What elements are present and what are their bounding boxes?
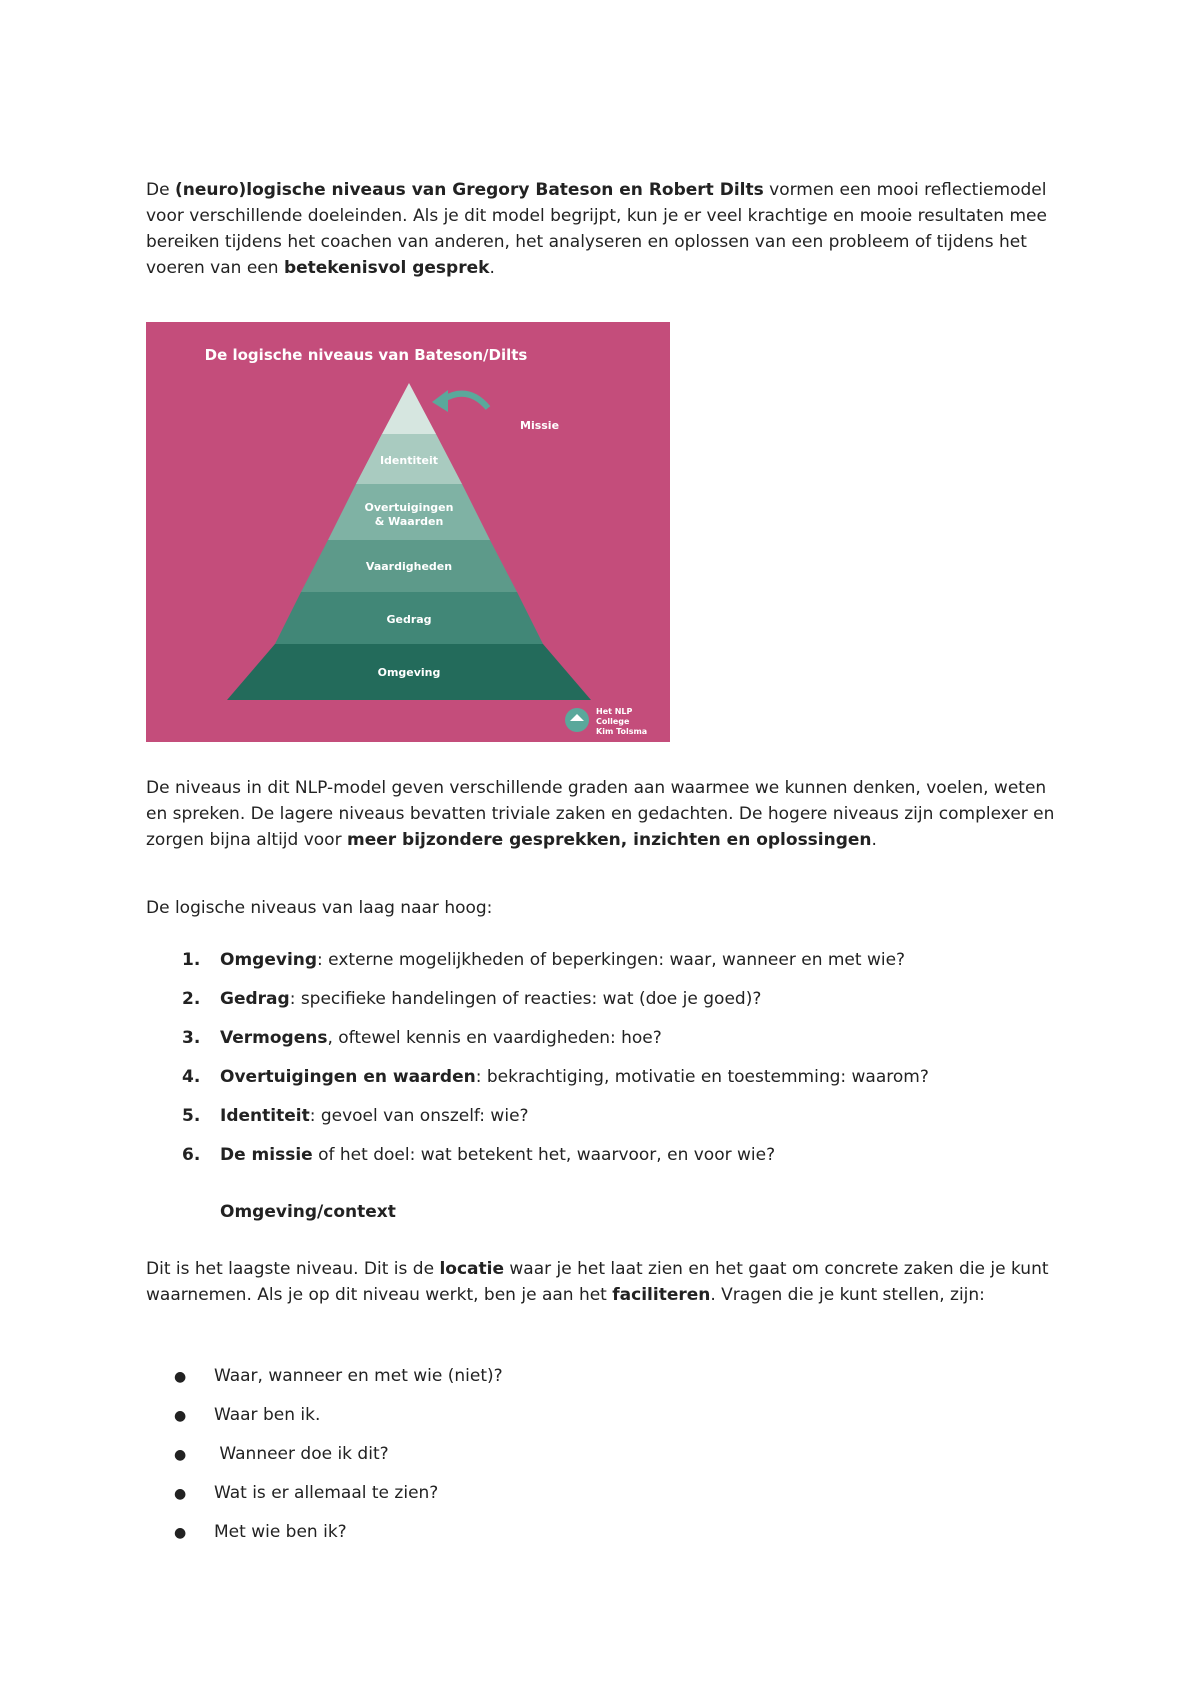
pyramid-image: [146, 322, 670, 742]
list-item-text: , oftewel kennis en vaardigheden: hoe?: [327, 1028, 662, 1048]
list-item-text: : bekrachtiging, motivatie en toestemming: waarom?: [475, 1067, 929, 1087]
bullet-item: [174, 1405, 320, 1425]
logical-levels-figure: [146, 322, 670, 742]
label-missie: Missie: [520, 419, 560, 432]
para3-bold-2: faciliteren: [612, 1285, 711, 1305]
label-overtuigingen: Overtuigingen: [364, 501, 454, 514]
bullet-icon: ●: [174, 1486, 187, 1502]
bullet-item: [174, 1366, 503, 1386]
bullet-icon: ●: [174, 1408, 187, 1424]
list-number: 3.: [182, 1028, 201, 1048]
list-item-bold: Overtuigingen en waarden: [220, 1067, 476, 1087]
list-item-bold: De missie: [220, 1145, 313, 1165]
list-item: [182, 989, 761, 1009]
list-item-text: : gevoel van onszelf: wie?: [309, 1106, 529, 1126]
list-item-bold: Gedrag: [220, 989, 290, 1009]
bullet-item: [174, 1444, 389, 1464]
list-number: 6.: [182, 1145, 201, 1165]
intro-bold-2: betekenisvol gesprek: [283, 258, 490, 278]
list-item-bold: Identiteit: [220, 1106, 310, 1126]
list-number: 2.: [182, 989, 201, 1009]
logo-line-1: Het NLP: [596, 707, 633, 716]
logo-line-2: College: [596, 717, 630, 726]
label-vaardigheden: Vaardigheden: [365, 560, 453, 573]
list-number: 1.: [182, 950, 201, 970]
para3-bold-1: locatie: [439, 1259, 504, 1279]
label-gedrag: Gedrag: [386, 613, 432, 626]
levels-paragraph: [146, 775, 1066, 853]
para3-text-2: waar je het laat zien en het gaat om concrete zaken die je kunt waarnemen. Als je op dit niveau werkt, ben je aan het: [146, 1259, 1049, 1305]
bullet-icon: ●: [174, 1447, 187, 1463]
list-item: [182, 1106, 529, 1126]
label-omgeving: Omgeving: [377, 666, 441, 679]
list-number: 4.: [182, 1067, 201, 1087]
figure-title: De logische niveaus van Bateson/Dilts: [204, 346, 528, 364]
bullet-item: [174, 1483, 438, 1503]
bullet-item: [174, 1522, 347, 1542]
intro-paragraph: [146, 177, 1066, 281]
list-item-bold: Omgeving: [220, 950, 318, 970]
bullet-text: Waar, wanneer en met wie (niet)?: [214, 1366, 503, 1386]
list-item-text: : externe mogelijkheden of beperkingen: waar, wanneer en met wie?: [317, 950, 906, 970]
bullet-icon: ●: [174, 1525, 187, 1541]
label-identiteit: Identiteit: [379, 454, 439, 467]
list-item-text: of het doel: wat betekent het, waarvoor, en voor wie?: [312, 1145, 776, 1165]
para2-text-1: De niveaus in dit NLP-model geven verschillende graden aan waarmee we kunnen denken, voelen, weten en spreken. De lagere niveaus bevatten triviale zaken en gedachten. De hogere niveaus zijn complexer en zorgen bijna altijd voor: [146, 778, 1055, 850]
intro-text-2: vormen een mooi reflectiemodel voor verschillende doeleinden. Als je dit model begrijpt, kun je er veel krachtige en mooie resultaten mee bereiken tijdens het coachen van anderen, het analyseren en oplossen van een probleem of tijdens het voeren van een: [146, 180, 1047, 278]
para2-text-2: .: [871, 830, 877, 850]
intro-bold-1: (neuro)logische niveaus van Gregory Bateson en Robert Dilts: [174, 180, 764, 200]
list-item: [182, 1067, 929, 1087]
list-number: 5.: [182, 1106, 201, 1126]
bullet-text: Met wie ben ik?: [214, 1522, 347, 1542]
list-item: [182, 950, 905, 970]
intro-text-1: De: [146, 180, 175, 200]
list-item-bold: Vermogens: [220, 1028, 328, 1048]
logo-line-3: Kim Tolsma: [596, 727, 648, 736]
bullet-text: Wat is er allemaal te zien?: [214, 1483, 439, 1503]
bullet-text: Waar ben ik.: [214, 1405, 321, 1425]
bullet-text: Wanneer doe ik dit?: [214, 1444, 389, 1464]
list-intro: De logische niveaus van laag naar hoog:: [146, 898, 493, 918]
intro-text-3: .: [489, 258, 495, 278]
para3-text-1: Dit is het laagste niveau. Dit is de: [146, 1259, 440, 1279]
list-item-text: : specifieke handelingen of reacties: wat (doe je goed)?: [289, 989, 762, 1009]
bullet-icon: ●: [174, 1369, 187, 1385]
para3-text-3: . Vragen die je kunt stellen, zijn:: [710, 1285, 985, 1305]
list-item: [182, 1145, 775, 1165]
omgeving-paragraph: [146, 1256, 1066, 1308]
para2-bold-1: meer bijzondere gesprekken, inzichten en oplossingen: [346, 830, 872, 850]
section-heading: Omgeving/context: [220, 1202, 396, 1222]
label-waarden: & Waarden: [374, 515, 444, 528]
list-item: [182, 1028, 662, 1048]
